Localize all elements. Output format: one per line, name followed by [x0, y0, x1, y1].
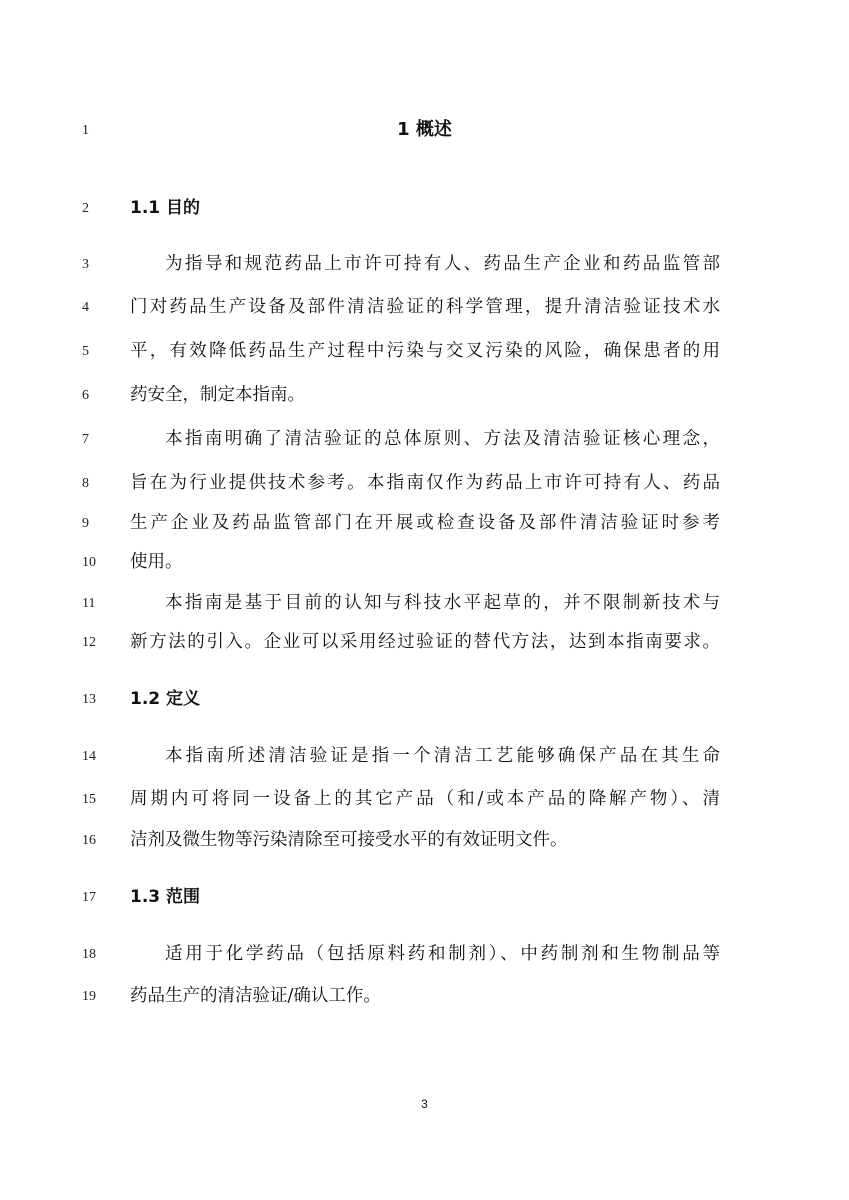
- line-number: 1: [82, 123, 89, 138]
- line-number: 10: [82, 555, 96, 570]
- line-number: 13: [82, 692, 96, 707]
- paragraph-line: 本指南明确了清洁验证的总体原则、方法及清洁验证核心理念，: [165, 429, 720, 449]
- section-heading: 1.1 目的: [130, 198, 201, 218]
- paragraph-line: 门对药品生产设备及部件清洁验证的科学管理，提升清洁验证技术水: [130, 297, 720, 317]
- line-number: 17: [82, 890, 96, 905]
- paragraph-line: 周期内可将同一设备上的其它产品（和/或本产品的降解产物）、清: [130, 789, 720, 809]
- paragraph-line: 药安全，制定本指南。: [130, 385, 305, 405]
- paragraph-line: 旨在为行业提供技术参考。本指南仅作为药品上市许可持有人、药品: [130, 473, 720, 493]
- paragraph-line: 本指南所述清洁验证是指一个清洁工艺能够确保产品在其生命: [165, 746, 720, 766]
- line-number: 4: [82, 300, 89, 315]
- line-number: 8: [82, 476, 89, 491]
- paragraph-line: 药品生产的清洁验证/确认工作。: [130, 986, 381, 1006]
- chapter-title: 1 概述: [397, 119, 452, 140]
- line-number: 7: [82, 432, 89, 447]
- line-number: 16: [82, 833, 96, 848]
- line-number: 2: [82, 201, 89, 216]
- paragraph-line: 洁剂及微生物等污染清除至可接受水平的有效证明文件。: [130, 830, 568, 850]
- line-number: 6: [82, 388, 89, 403]
- section-heading: 1.2 定义: [130, 689, 201, 709]
- paragraph-line: 适用于化学药品（包括原料药和制剂）、中药制剂和生物制品等: [165, 944, 720, 964]
- paragraph-line: 为指导和规范药品上市许可持有人、药品生产企业和药品监管部: [165, 254, 720, 274]
- line-number: 14: [82, 749, 96, 764]
- paragraph-line: 生产企业及药品监管部门在开展或检查设备及部件清洁验证时参考: [130, 513, 720, 533]
- line-number: 19: [82, 989, 96, 1004]
- paragraph-line: 使用。: [130, 552, 183, 572]
- paragraph-line: 平，有效降低药品生产过程中污染与交叉污染的风险，确保患者的用: [130, 341, 720, 361]
- line-number: 15: [82, 792, 96, 807]
- paragraph-line: 本指南是基于目前的认知与科技水平起草的，并不限制新技术与: [165, 593, 720, 613]
- line-number: 12: [82, 635, 96, 650]
- line-number: 9: [82, 516, 89, 531]
- line-number: 3: [82, 257, 89, 272]
- line-number: 11: [82, 596, 96, 611]
- page-number: 3: [421, 1097, 428, 1111]
- paragraph-line: 新方法的引入。企业可以采用经过验证的替代方法，达到本指南要求。: [130, 632, 720, 652]
- section-heading: 1.3 范围: [130, 887, 201, 907]
- line-number: 18: [82, 947, 96, 962]
- line-number: 5: [82, 344, 89, 359]
